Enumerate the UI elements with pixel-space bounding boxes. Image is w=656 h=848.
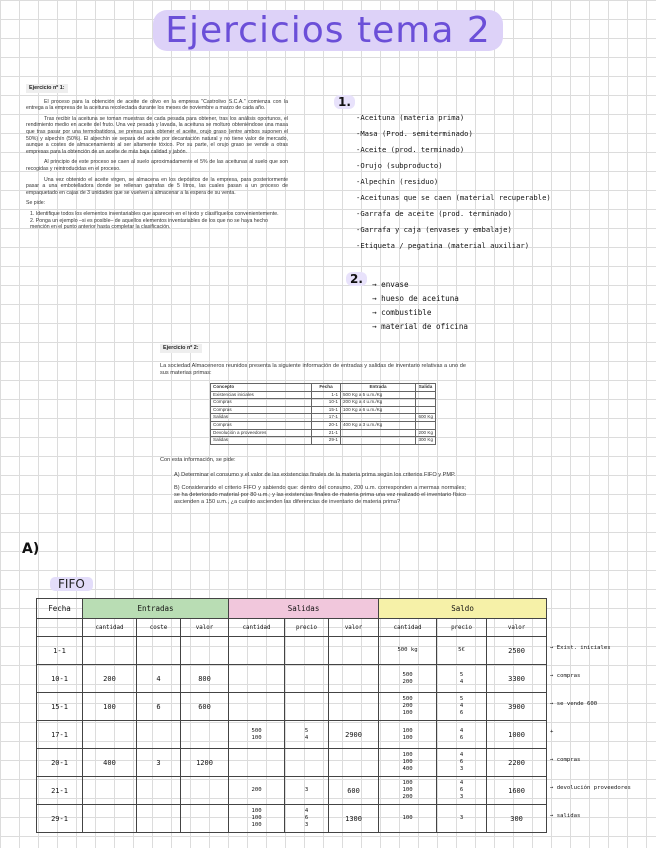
fifo-salida-cantidad-value: 500 — [251, 727, 262, 734]
table-row — [211, 406, 436, 414]
fifo-saldo-cantidad-value: 100 — [402, 759, 413, 765]
exercise-1-header: Ejercicio nº 1: — [26, 84, 68, 93]
answer-1-list — [356, 110, 652, 254]
fifo-saldo-precio — [437, 805, 487, 833]
fifo-salida-precio-value: 3 — [304, 822, 309, 828]
fifo-row-annotation: → se vende 600 — [550, 701, 598, 707]
fifo-fecha-cell: 29-1 — [37, 805, 83, 833]
fifo-salida-cantidad-value: 100 — [251, 808, 262, 814]
fifo-salida-precio-stack — [286, 728, 327, 742]
inventory-table — [210, 383, 436, 445]
fifo-salida-precio — [285, 637, 329, 665]
fifo-saldo-precio-value: 6 — [459, 787, 464, 793]
fifo-fecha-cell: 1-1 — [37, 637, 83, 665]
fifo-salida-precio — [285, 665, 329, 693]
fifo-entrada-valor: 600 — [181, 693, 229, 721]
fifo-saldo-precio-value: 5 — [459, 671, 464, 678]
fifo-salida-precio — [285, 777, 329, 805]
fifo-subheader-cell: cantidad — [379, 619, 437, 637]
fifo-salida-cantidad — [229, 665, 285, 693]
fifo-subheader-cell: valor — [487, 619, 547, 637]
fifo-subheader-cell: valor — [181, 619, 229, 637]
fifo-subheader — [37, 619, 547, 637]
fifo-saldo-cantidad-value: 200 — [402, 703, 413, 709]
fifo-saldo-cantidad-value: 100 — [402, 710, 413, 716]
fifo-salida-cantidad-value: 100 — [251, 822, 262, 828]
table-row — [211, 414, 436, 422]
table-cell — [416, 406, 436, 414]
fifo-saldo-precio-stack — [438, 728, 485, 742]
fifo-saldo-cantidad-value: 400 — [402, 766, 413, 772]
table-cell: Compras — [211, 399, 312, 407]
fifo-saldo-cantidad-value: 100 — [402, 752, 413, 758]
fifo-saldo-precio-value: 4 — [459, 703, 464, 709]
table-cell: 15-1 — [312, 406, 341, 414]
fifo-subheader-cell: precio — [437, 619, 487, 637]
fifo-saldo-cantidad — [379, 805, 437, 833]
table-cell: 20-1 — [312, 421, 341, 429]
fifo-salida-cantidad — [229, 805, 285, 833]
fifo-group-fecha: Fecha — [37, 599, 83, 619]
answer-1-item: -Alpechín (residuo) — [356, 177, 439, 186]
fifo-entrada-cantidad: 400 — [83, 749, 137, 777]
fifo-fecha-cell: 10-1 — [37, 665, 83, 693]
fifo-saldo-cantidad-stack — [380, 672, 435, 686]
answer-1-item: -Masa (Prod. semiterminado) — [356, 129, 473, 138]
fifo-saldo-precio-value: 3 — [459, 794, 464, 800]
table-cell: Compras — [211, 406, 312, 414]
fifo-salida-cantidad — [229, 777, 285, 805]
exercise-1-paragraph: El proceso para la obtención de aceite de olivo en la empresa "Castrolivo S.C.A." comienza con la entrega a la empresa de la aceituna recolectada durante los meses de noviembre a marzo de cada año. — [26, 98, 288, 112]
fifo-salida-valor: 2900 — [329, 721, 379, 749]
exercise-2-block — [160, 344, 466, 506]
fifo-saldo-precio-value: 4 — [459, 678, 464, 685]
table-row — [37, 805, 547, 833]
inventory-table-header — [211, 384, 436, 392]
answer-1-item: -Aceitunas que se caen (material recuperable) — [356, 193, 551, 202]
fifo-saldo-cantidad-value: 200 — [402, 794, 413, 800]
fifo-salida-cantidad — [229, 721, 285, 749]
fifo-saldo-precio-value: 5€ — [458, 647, 465, 653]
fifo-saldo-precio — [437, 693, 487, 721]
fifo-saldo-precio-stack — [438, 696, 485, 717]
fifo-saldo-cantidad-value: 100 — [402, 734, 413, 741]
answer-1-item: -Aceituna (materia prima) — [356, 113, 465, 122]
fifo-table — [36, 598, 546, 833]
fifo-entrada-coste — [137, 721, 181, 749]
fifo-salida-precio — [285, 693, 329, 721]
fifo-saldo-precio-stack — [438, 672, 485, 686]
answer-2-list — [372, 278, 592, 334]
exercise-1-question: 2. Ponga un ejemplo –si es posible– de aquellos elementos inventariables de los que no se haya hecho mención en el punto anterior hasta completar la clasificación. — [30, 217, 268, 231]
table-row — [37, 693, 547, 721]
fifo-entrada-cantidad: 200 — [83, 665, 137, 693]
fifo-subheader-cell: cantidad — [83, 619, 137, 637]
fifo-salida-cantidad-value: 200 — [251, 787, 262, 793]
answer-1-item: -Etiqueta / pegatina (material auxiliar) — [356, 241, 530, 250]
fifo-saldo-cantidad — [379, 637, 437, 665]
fifo-saldo-precio-value: 6 — [459, 710, 464, 716]
fifo-saldo-precio-value: 4 — [459, 727, 464, 734]
fifo-entrada-coste — [137, 637, 181, 665]
fifo-salida-precio-stack — [286, 787, 327, 794]
exercise-1-paragraph: Una vez obtenido el aceite virgen, se almacena en los depósitos de la empresa, para posteriormente pasar a una embotelladora donde se rellenan garrafas de 5 litros, las cuales pasan a un proceso de empaquetado en cajas de 3 unidades que se vuelven a almacenar a la espera de su venta. — [26, 176, 288, 196]
fifo-salida-precio-value: 4 — [304, 808, 309, 814]
fifo-entrada-cantidad: 100 — [83, 693, 137, 721]
fifo-subheader-cell — [37, 619, 83, 637]
fifo-salida-cantidad-stack — [230, 728, 283, 742]
fifo-salida-valor — [329, 749, 379, 777]
answer-1-item: -Garrafa y caja (envases y embalaje) — [356, 225, 512, 234]
fifo-saldo-cantidad-value: 500 kg — [397, 647, 418, 653]
fifo-entrada-coste: 3 — [137, 749, 181, 777]
con-esta-label: Con esta información, se pide: — [160, 456, 236, 463]
table-row — [37, 721, 547, 749]
table-cell: 300 Kg — [416, 437, 436, 445]
fifo-salida-precio-value: 6 — [304, 815, 309, 821]
fifo-saldo-cantidad-value: 100 — [402, 815, 413, 821]
fifo-salida-cantidad-stack — [230, 787, 283, 794]
answer-1-item: -Garrafa de aceite (prod. terminado) — [356, 209, 512, 218]
fifo-saldo-cantidad-stack — [380, 815, 435, 822]
fifo-salida-cantidad-value: 100 — [251, 815, 262, 821]
table-cell: 1-1 — [312, 391, 341, 399]
answer-1-item: -Aceite (prod. terminado) — [356, 145, 465, 154]
fifo-salida-precio — [285, 749, 329, 777]
table-cell: Compras — [211, 421, 312, 429]
fifo-fecha-cell: 15-1 — [37, 693, 83, 721]
table-cell: 200 Kg — [416, 429, 436, 437]
table-row — [37, 665, 547, 693]
inventory-header-cell: Entrada — [341, 384, 416, 392]
fifo-saldo-cantidad-value: 100 — [402, 727, 413, 734]
fifo-entrada-valor — [181, 805, 229, 833]
fifo-entrada-cantidad — [83, 637, 137, 665]
fifo-saldo-valor: 2500 — [487, 637, 547, 665]
table-cell: 17-1 — [312, 414, 341, 422]
table-cell — [341, 429, 416, 437]
fifo-saldo-cantidad-value: 500 — [402, 696, 413, 702]
exercise-1-paragraph: Tras recibir la aceituna se toman muestras de cada pesada para obtener, tras los análisis oportunos, el rendimiento medio en aceite del fruto. Una vez pesada y lavada, la aceituna se molturo obteniéndose una masa que tras pasar por una termobatidora, se prensa para obtener el aceite, orujo graso (entre ambos suponen el 50%) y alpechín (50%). El alpechín se separa del aceite por decantación natural y no tiene valor de mercado, aunque a costes de almacenamiento al ser altamente tóxico. Por su parte, el orujo graso se vende a otras empresas para la obtención de un aceite de más baja calidad y jabón. — [26, 115, 288, 155]
answer-2-item: → combustible — [372, 308, 432, 317]
fifo-entrada-coste — [137, 805, 181, 833]
fifo-saldo-cantidad-value: 100 — [402, 780, 413, 786]
table-cell: 500 Kg a 5 u.m./Kg — [341, 391, 416, 399]
fifo-row-annotation: → devolución proveedores — [550, 785, 631, 791]
fifo-salida-precio — [285, 721, 329, 749]
table-row — [37, 777, 547, 805]
fifo-entrada-coste: 6 — [137, 693, 181, 721]
fifo-saldo-valor: 1600 — [487, 777, 547, 805]
fifo-row-annotation: → salidas — [550, 813, 581, 819]
fifo-saldo-cantidad-stack — [380, 752, 435, 773]
table-cell: 100 Kg a 6 u.m./Kg — [341, 406, 416, 414]
fifo-saldo-cantidad-value: 500 — [402, 671, 413, 678]
table-row — [211, 437, 436, 445]
fifo-salida-cantidad-value: 100 — [251, 734, 262, 741]
fifo-row-annotation: + — [550, 729, 554, 735]
fifo-salida-valor: 600 — [329, 777, 379, 805]
table-cell: 600 Kg — [416, 414, 436, 422]
fifo-fecha-cell: 17-1 — [37, 721, 83, 749]
fifo-salida-valor — [329, 665, 379, 693]
table-cell — [416, 391, 436, 399]
fifo-saldo-cantidad-stack — [380, 728, 435, 742]
fifo-row-annotation: → compras — [550, 673, 581, 679]
fifo-entrada-valor — [181, 637, 229, 665]
fifo-saldo-cantidad — [379, 665, 437, 693]
inventory-header-cell: Fecha — [312, 384, 341, 392]
fifo-group-entradas: Entradas — [83, 599, 229, 619]
table-row — [211, 429, 436, 437]
fifo-saldo-precio — [437, 777, 487, 805]
answer-a-label: A) — [22, 541, 40, 557]
fifo-saldo-precio — [437, 721, 487, 749]
fifo-entrada-cantidad — [83, 721, 137, 749]
fifo-row-annotation: → Exist. iniciales — [550, 645, 611, 651]
fifo-saldo-precio — [437, 637, 487, 665]
fifo-subheader-cell: valor — [329, 619, 379, 637]
exercise-1-block — [26, 84, 288, 231]
fifo-saldo-precio-value: 4 — [459, 752, 464, 758]
fifo-saldo-precio-value: 3 — [459, 815, 464, 821]
fifo-saldo-precio-stack — [438, 647, 485, 654]
se-pide-label: Se pide: — [26, 200, 46, 207]
fifo-entrada-cantidad — [83, 805, 137, 833]
fifo-fecha-cell: 21-1 — [37, 777, 83, 805]
fifo-entrada-valor: 1200 — [181, 749, 229, 777]
answer-1-item: -Orujo (subproducto) — [356, 161, 443, 170]
table-row — [211, 391, 436, 399]
fifo-group-salidas: Salidas — [229, 599, 379, 619]
fifo-saldo-precio-stack — [438, 780, 485, 801]
table-row — [37, 749, 547, 777]
table-row — [211, 399, 436, 407]
fifo-saldo-precio-stack — [438, 815, 485, 822]
fifo-saldo-cantidad — [379, 721, 437, 749]
fifo-salida-cantidad — [229, 637, 285, 665]
answer-2-item: → hueso de aceituna — [372, 294, 459, 303]
table-cell: Existencias iniciales — [211, 391, 312, 399]
fifo-entrada-valor — [181, 721, 229, 749]
table-cell: 21-1 — [312, 429, 341, 437]
exercise-1-question: 1. Identifique todos los elementos inventariables que aparecen en el texto y clasifíquelos convenientemente. — [30, 210, 279, 217]
fifo-salida-cantidad — [229, 693, 285, 721]
answer-1-number: 1. — [334, 93, 355, 111]
table-cell — [341, 414, 416, 422]
fifo-group-saldo: Saldo — [379, 599, 547, 619]
fifo-saldo-valor: 300 — [487, 805, 547, 833]
fifo-salida-valor — [329, 693, 379, 721]
table-cell — [416, 399, 436, 407]
exercise-2-intro: La sociedad Almaceneros reunidos presenta la siguiente información de entradas y salidas de inventario relativas a uno de sus materias primas: — [160, 363, 466, 376]
table-row — [211, 421, 436, 429]
table-cell — [416, 421, 436, 429]
fifo-saldo-cantidad — [379, 693, 437, 721]
fifo-group-header — [37, 599, 547, 619]
fifo-salida-precio-value: 5 — [304, 727, 309, 734]
fifo-annotations — [550, 634, 650, 830]
fifo-saldo-cantidad-stack — [380, 696, 435, 717]
fifo-saldo-precio — [437, 665, 487, 693]
fifo-salida-valor: 1300 — [329, 805, 379, 833]
fifo-entrada-valor: 800 — [181, 665, 229, 693]
table-cell: Devolución a proveedores — [211, 429, 312, 437]
question-b: B) Considerando el criterio FIFO y sabiendo que: dentro del consumo, 200 u.m. corresponden a mermas normales; se ha deteriorado material por 80 u.m.; y las existencias finales de materia prima una vez realizado el inventario físico ascienden a 150 u.m., ¿a cuánto ascienden las diferencias de inventario de materia prima? — [174, 484, 466, 505]
fifo-salida-valor — [329, 637, 379, 665]
fifo-salida-precio-value: 3 — [304, 787, 309, 793]
table-cell: 29-1 — [312, 437, 341, 445]
fifo-saldo-precio-stack — [438, 752, 485, 773]
exercise-1-paragraph: Al principio de este proceso se caen al suelo aproximadamente el 5% de las aceitunas al suelo que son recogidas y reintroducidas en el proceso. — [26, 159, 288, 172]
fifo-salida-precio-value: 4 — [304, 734, 309, 741]
fifo-entrada-cantidad — [83, 777, 137, 805]
fifo-fecha-cell: 20-1 — [37, 749, 83, 777]
answer-2-item: → envase — [372, 280, 409, 289]
fifo-saldo-precio — [437, 749, 487, 777]
fifo-saldo-valor: 3300 — [487, 665, 547, 693]
fifo-saldo-cantidad — [379, 777, 437, 805]
answer-2-number: 2. — [346, 270, 367, 288]
exercise-2-header: Ejercicio nº 2: — [160, 344, 202, 353]
question-a: A) Determinar el consumo y el valor de las existencias finales de la materia prima según los criterios FIFO y PMP. — [174, 471, 456, 478]
table-cell: 400 Kg a 3 u.m./Kg — [341, 421, 416, 429]
fifo-saldo-valor: 2200 — [487, 749, 547, 777]
inventory-header-cell: Concepto — [211, 384, 312, 392]
fifo-saldo-cantidad — [379, 749, 437, 777]
inventory-header-cell: Salida — [416, 384, 436, 392]
fifo-salida-cantidad-stack — [230, 808, 283, 829]
fifo-entrada-valor — [181, 777, 229, 805]
fifo-label: FIFO — [50, 577, 93, 591]
fifo-saldo-cantidad-value: 200 — [402, 678, 413, 685]
fifo-saldo-cantidad-value: 100 — [402, 787, 413, 793]
fifo-entrada-coste: 4 — [137, 665, 181, 693]
fifo-saldo-precio-value: 4 — [459, 780, 464, 786]
answer-2-item: → material de oficina — [372, 322, 469, 331]
fifo-salida-precio-stack — [286, 808, 327, 829]
fifo-saldo-valor: 3900 — [487, 693, 547, 721]
table-row — [37, 637, 547, 665]
fifo-saldo-precio-value: 5 — [459, 696, 464, 702]
table-cell: 200 Kg a 4 u.m./Kg — [341, 399, 416, 407]
fifo-saldo-valor: 1000 — [487, 721, 547, 749]
table-cell: 10-1 — [312, 399, 341, 407]
fifo-salida-cantidad — [229, 749, 285, 777]
fifo-salida-precio — [285, 805, 329, 833]
fifo-entrada-coste — [137, 777, 181, 805]
table-cell: Salidas — [211, 414, 312, 422]
fifo-saldo-cantidad-stack — [380, 647, 435, 654]
fifo-saldo-precio-value: 6 — [459, 734, 464, 741]
fifo-subheader-cell: precio — [285, 619, 329, 637]
table-cell — [341, 437, 416, 445]
fifo-saldo-precio-value: 6 — [459, 759, 464, 765]
fifo-subheader-cell: coste — [137, 619, 181, 637]
table-cell: Salidas — [211, 437, 312, 445]
fifo-row-annotation: → compras — [550, 757, 581, 763]
fifo-saldo-cantidad-stack — [380, 780, 435, 801]
page-title — [0, 10, 656, 51]
fifo-saldo-precio-value: 3 — [459, 766, 464, 772]
page-title-text: Ejercicios tema 2 — [153, 10, 502, 51]
fifo-subheader-cell: cantidad — [229, 619, 285, 637]
